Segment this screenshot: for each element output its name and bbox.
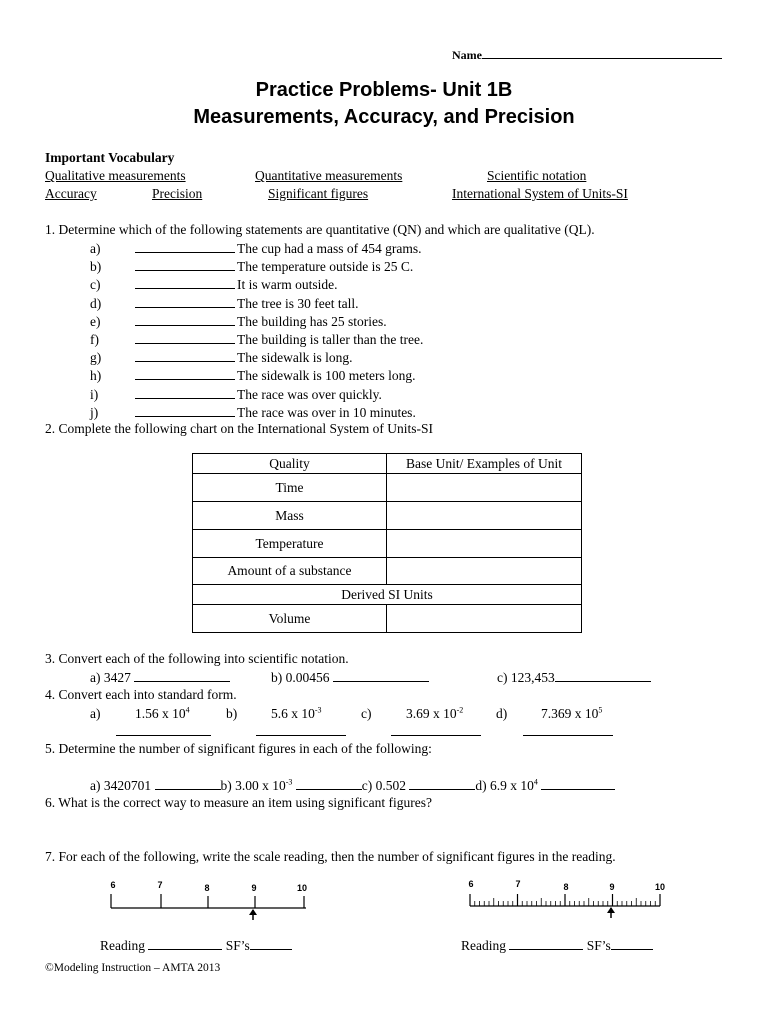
scale-label: 9 [609,882,615,892]
q3-item-b: b) 0.00456 [271,669,429,686]
answer-blank[interactable] [391,723,481,736]
page-title: Practice Problems- Unit 1B [255,79,513,101]
name-label: Name [452,46,722,63]
list-item [90,258,413,275]
item-letter: j) [90,404,99,420]
q1-prompt: 1. Determine which of the following statements are quantitative (QN) and which are qualitative (QL). [45,222,595,237]
list-item [90,295,358,312]
list-item [90,313,387,330]
item-text: The sidewalk is 100 meters long. [237,368,416,384]
vocab-term: Significant figures [268,186,369,201]
scale-2 [462,876,672,918]
q3-item-c: c) 123,453 [497,669,651,686]
q4-label-c: c) [361,706,372,721]
sf-blank[interactable] [611,937,653,950]
item-letter: g) [90,350,102,366]
q4-value-b: 5.6 x $10^{-3}$ [271,705,322,721]
scale-label: 6 [468,879,474,889]
q5-items: a) 3420701 b) 3.00 x $10^{-3}$ c) 0.502 d) 6.9 x $10^4$ [90,777,615,794]
q5-prompt: 5. Determine the number of significant figures in each of the following: [45,741,432,756]
q4-value-a: 1.56 x $10^4$ [135,705,190,721]
answer-blank[interactable] [135,313,235,326]
answer-blank[interactable] [296,777,362,790]
answer-cell[interactable] [387,558,582,585]
list-item [90,276,338,293]
table-cell: Volume [193,605,387,633]
answer-blank[interactable] [333,669,429,682]
table-cell: Temperature [193,530,387,558]
item-text: The cup had a mass of 454 grams. [237,241,422,256]
item-text: The tree is 30 feet tall. [237,295,359,311]
q3-item-a: a) 3427 [90,669,230,686]
item-text: The building is taller than the tree. [237,332,424,347]
copyright: ©Modeling Instruction – AMTA 2013 [45,962,221,974]
q4-label-d: d) [496,706,508,721]
answer-blank[interactable] [409,777,475,790]
answer-blank[interactable] [135,258,235,271]
answer-cell[interactable] [387,530,582,558]
vocab-term: International System of Units-SI [452,186,628,201]
q4-value-c: 3.69 x $10^{-2}$ [406,705,464,721]
sf-blank[interactable] [250,937,292,950]
table-cell: Mass [193,502,387,530]
q6-prompt: 6. What is the correct way to measure an item using significant figures? [45,795,433,810]
answer-blank[interactable] [555,669,651,682]
answer-blank[interactable] [135,386,235,399]
reading-blank[interactable] [148,937,222,950]
q7-prompt: 7. For each of the following, write the scale reading, then the number of significant figures in the reading. [45,849,616,864]
answer-blank[interactable] [523,723,613,736]
si-units-table [192,453,582,633]
list-item [90,331,423,348]
answer-cell[interactable] [387,474,582,502]
scale-1-answer: Reading SF’s [100,937,292,954]
item-text: It is warm outside. [237,277,338,293]
table-cell: Amount of a substance [193,558,387,585]
table-header: Quality [193,454,387,474]
q3-prompt: 3. Convert each of the following into scientific notation. [45,651,349,666]
item-text: The race was over quickly. [237,386,382,402]
q2-prompt: 2. Complete the following chart on the International System of Units-SI [45,421,434,436]
table-section-header: Derived SI Units [193,585,582,605]
item-letter: i) [90,386,99,402]
scale-1 [100,878,320,920]
name-field[interactable] [482,46,722,59]
answer-cell[interactable] [387,605,582,633]
page-subtitle: Measurements, Accuracy, and Precision [193,106,575,128]
item-letter: h) [90,368,102,384]
answer-blank[interactable] [135,276,235,289]
vocab-term: Scientific notation [487,168,587,183]
scale-label: 9 [251,883,257,893]
answer-blank[interactable] [135,240,235,253]
q4-value-d: 7.369 x $10^5$ [541,705,603,721]
vocab-term: Accuracy [45,186,97,201]
answer-blank[interactable] [155,777,221,790]
scale-label: 7 [515,879,521,889]
q4-label-a: a) [90,706,101,721]
item-letter: e) [90,313,101,329]
q4-prompt: 4. Convert each into standard form. [45,687,237,702]
answer-blank[interactable] [135,331,235,344]
answer-cell[interactable] [387,502,582,530]
list-item [90,367,415,384]
arrow-up-icon [607,907,615,918]
item-letter: c) [90,277,101,293]
scale-label: 6 [110,880,116,890]
list-item [90,404,416,421]
answer-blank[interactable] [135,367,235,380]
item-letter: a) [90,241,101,256]
vocab-term: Qualitative measurements [45,168,186,183]
vocab-term: Quantitative measurements [255,168,403,183]
answer-blank[interactable] [135,349,235,362]
reading-blank[interactable] [509,937,583,950]
scale-label: 10 [654,882,666,892]
scale-label: 8 [204,883,210,893]
answer-blank[interactable] [256,723,346,736]
list-item [90,386,382,403]
scale-label: 8 [563,882,569,892]
item-text: The race was over in 10 minutes. [237,404,416,420]
item-letter: f) [90,332,99,347]
list-item [90,349,352,366]
answer-blank[interactable] [135,404,235,417]
list-item [90,240,421,257]
vocab-heading: Important Vocabulary [45,150,175,165]
answer-blank[interactable] [134,669,230,682]
table-cell: Time [193,474,387,502]
scale-2-answer: Reading SF’s [461,937,653,954]
item-letter: b) [90,259,102,275]
item-letter: d) [90,295,102,311]
vocab-term: Precision [152,186,203,201]
item-text: The building has 25 stories. [237,313,387,329]
scale-label: 10 [296,883,308,893]
answer-blank[interactable] [135,295,235,308]
answer-blank[interactable] [541,777,615,790]
q4-label-b: b) [226,706,238,721]
scale-label: 7 [157,880,163,890]
table-header: Base Unit/ Examples of Unit [387,454,582,474]
item-text: The sidewalk is long. [237,350,353,366]
arrow-up-icon [249,909,257,920]
answer-blank[interactable] [116,723,211,736]
item-text: The temperature outside is 25 C. [237,259,414,275]
